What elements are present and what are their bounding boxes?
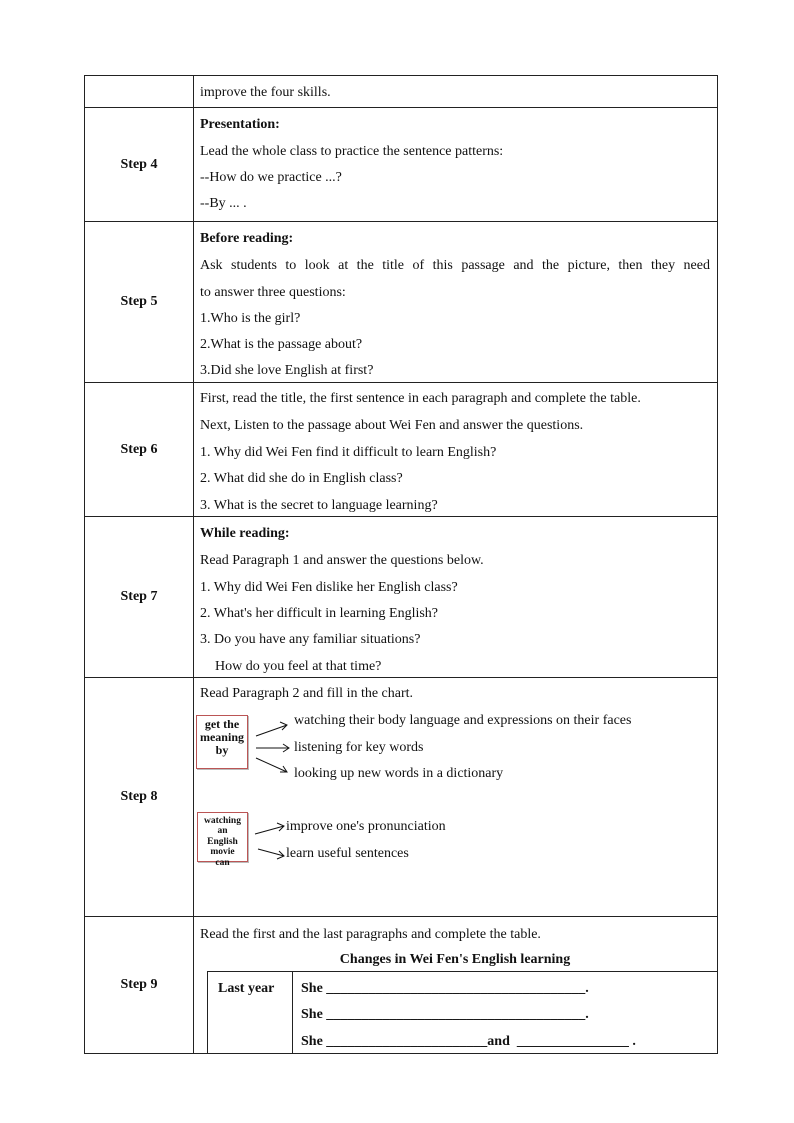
chart-item: improve one's pronunciation <box>286 819 446 834</box>
table-row <box>84 517 718 678</box>
row-text: 2. What's her difficult in learning English? <box>200 606 439 621</box>
chart-item: watching their body language and expressions on their faces <box>294 713 632 728</box>
row-text: --By ... . <box>200 196 247 211</box>
row-text: First, read the title, the first sentence in each paragraph and complete the table. <box>200 391 641 406</box>
row-text: 3.Did she love English at first? <box>200 363 374 378</box>
table-row <box>84 383 718 517</box>
arrow-icon <box>256 758 287 772</box>
row-text: 2.What is the passage about? <box>200 337 363 352</box>
arrow-icon <box>256 744 289 752</box>
row-text: to answer three questions: <box>200 285 346 300</box>
row-text: 3. Do you have any familiar situations? <box>200 632 421 647</box>
row-text: Read Paragraph 1 and answer the questions below. <box>200 553 484 568</box>
row-text: 1. Why did Wei Fen dislike her English class? <box>200 580 458 595</box>
table-row <box>84 108 718 222</box>
row-text: Next, Listen to the passage about Wei Fen and answer the questions. <box>200 418 584 433</box>
concept-box-watching-movie: watching an English movie can <box>197 812 248 862</box>
table-row <box>84 222 718 383</box>
arrow-icon <box>258 849 284 859</box>
chart-item: listening for key words <box>294 740 424 755</box>
step-label: Step 8 <box>85 678 194 916</box>
step-cell <box>85 76 194 107</box>
inner-table-title: Changes in Wei Fen's English learning <box>339 952 571 967</box>
step-label: Step 7 <box>85 517 194 677</box>
section-heading: Presentation: <box>200 117 280 132</box>
changes-table <box>207 971 717 1053</box>
table-row <box>84 678 718 917</box>
row-text: 1.Who is the girl? <box>200 311 301 326</box>
row-text: Read the first and the last paragraphs and complete the table. <box>200 927 541 942</box>
step-label: Step 6 <box>85 383 194 516</box>
fill-in-line: She _______________________and ________________ . <box>301 1034 636 1049</box>
row-text: How do you feel at that time? <box>215 659 382 674</box>
section-heading: While reading: <box>200 526 290 541</box>
table-row <box>84 917 718 1054</box>
chart-item: learn useful sentences <box>286 846 409 861</box>
row-text: 2. What did she do in English class? <box>200 471 403 486</box>
concept-box-get-meaning: get the meaning by <box>196 715 248 769</box>
row-text: Ask students to look at the title of this passage and the picture, then they need <box>200 258 710 273</box>
last-year-label: Last year <box>218 981 275 996</box>
fill-in-line: She _____________________________________. <box>301 1007 589 1022</box>
arrow-icons <box>193 678 303 917</box>
section-heading: Before reading: <box>200 231 294 246</box>
row-text: 3. What is the secret to language learning? <box>200 498 438 513</box>
row-text: Read Paragraph 2 and fill in the chart. <box>200 686 414 701</box>
row-text: Lead the whole class to practice the sentence patterns: <box>200 144 504 159</box>
arrow-icon <box>256 722 287 736</box>
table-row <box>84 76 718 108</box>
lesson-steps-table <box>84 75 718 1054</box>
chart-item: looking up new words in a dictionary <box>294 766 504 781</box>
step-label: Step 9 <box>85 917 194 1053</box>
row-text: 1. Why did Wei Fen find it difficult to learn English? <box>200 445 497 460</box>
row-text: improve the four skills. <box>200 85 331 100</box>
step-label: Step 5 <box>85 222 194 382</box>
fill-in-line: She _____________________________________. <box>301 981 589 996</box>
step-label: Step 4 <box>85 108 194 221</box>
arrow-icon <box>255 823 284 834</box>
row-text: --How do we practice ...? <box>200 170 342 185</box>
